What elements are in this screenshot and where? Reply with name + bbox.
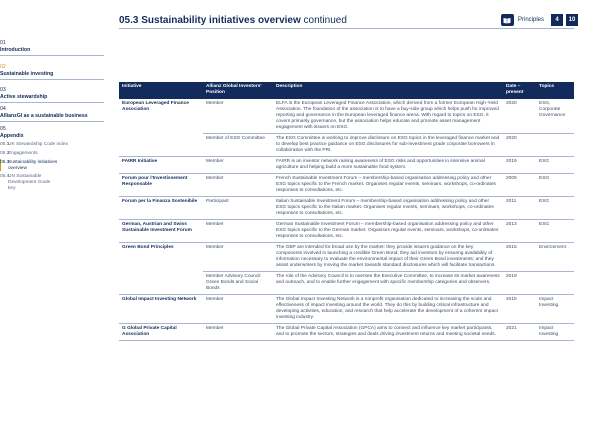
date-cell: 2019 (503, 157, 536, 174)
section-number: 01 (0, 40, 6, 46)
description-cell: The GBP are intended for broad use by the market: they provide issuers guidance on the key components involved in launching a credible Green Bond; they aid investors by ensuring availability of information necessary to evaluate the environmental impact of their Green Bond investments; and they assist underwriters by moving the market towards standard disclosures which will facilitate transactions. (273, 243, 503, 272)
subitem-label: Sustainability initiatives overview (8, 160, 58, 171)
date-cell: 2021 (503, 324, 536, 341)
date-cell: 2018 (503, 295, 536, 324)
sidebar-section-introduction[interactable] (0, 40, 104, 56)
table-row (119, 99, 574, 134)
position-cell: Member (203, 99, 273, 134)
table-row (119, 134, 574, 157)
initiative-cell: Forum pour l'Investissement Responsable (119, 174, 203, 197)
section-label: Sustainable investing (0, 70, 54, 77)
position-cell: Member (203, 157, 273, 174)
date-cell: 2020 (503, 99, 536, 134)
sidebar-navigation (0, 0, 118, 424)
subitem-label: UN Sustainable Development Goals key (8, 174, 51, 191)
column-header-description: Description (273, 82, 503, 99)
sidebar-subitem-initiatives-overview[interactable] (0, 160, 60, 172)
principles-nav (501, 14, 578, 26)
initiative-cell (119, 272, 203, 295)
divider (0, 79, 104, 80)
principles-label: Principles (517, 17, 544, 23)
sidebar-section-sustainable-business[interactable] (0, 106, 104, 122)
initiatives-table (119, 82, 574, 341)
initiative-cell: FAIRR Initiative (119, 157, 203, 174)
topics-cell: Impact Investing (536, 295, 574, 324)
description-cell: ELFA is the European Leveraged Finance Association, which derived from a former European High-Yield Association. The foundation of the association is to have a buy-side group which helps push for improved reporting and governance in the European leveraged finance arena. With regard to topics on ESG, it covers primarily governance, but the association helps educate and promote asset management engagement with issuers on ESG. (273, 99, 503, 134)
section-label: Introduction (0, 46, 31, 53)
table-header-row (119, 82, 574, 99)
divider (0, 121, 104, 122)
date-cell: 2009 (503, 174, 536, 197)
topics-cell: ESG (536, 220, 574, 243)
column-header-topics: Topics (536, 82, 574, 99)
subitem-number: 05.1 (0, 142, 10, 147)
section-number: 04 (0, 106, 6, 112)
subitem-number: 05.3 (0, 160, 10, 165)
table-row (119, 243, 574, 272)
table-row (119, 220, 574, 243)
initiative-cell: Forum per la Finanza Sostenibile (119, 197, 203, 220)
section-label: Active stewardship (0, 93, 48, 100)
date-cell: 2015 (503, 243, 536, 272)
table-row (119, 272, 574, 295)
initiative-cell (119, 134, 203, 157)
sidebar-subitem-un-sdg-key[interactable] (0, 174, 52, 192)
subitem-label: UK Stewardship Code index (8, 142, 68, 147)
section-number: 02 (0, 64, 6, 70)
description-cell: The role of the Advisory Council is to oversee the Executive Committee, to increase its market awareness and outreach, and to enable further engagement with specific membership categories and observers. (273, 272, 503, 295)
page-title-text: 05.3 Sustainability initiatives overview (119, 15, 301, 26)
topics-cell: ESG, Corporate Governance (536, 99, 574, 134)
sidebar-section-sustainable-investing[interactable] (0, 64, 104, 80)
initiative-cell: G Global Private Capital Association (119, 324, 203, 341)
topics-cell: ESG (536, 197, 574, 220)
section-number: 05 (0, 126, 6, 132)
topics-cell (536, 272, 574, 295)
description-cell: The Global Private Capital Association (GPCA) aims to connect and influence key market participants, and to promote the sectors, strategies and deals driving investment returns and meeting societal needs. (273, 324, 503, 341)
initiative-cell: European Leveraged Finance Association (122, 101, 189, 112)
sidebar-section-appendix[interactable] (0, 126, 104, 139)
date-cell: 2011 (503, 197, 536, 220)
principle-page-link[interactable]: 10 (566, 14, 578, 26)
table-row (119, 324, 574, 341)
initiative-cell: German, Austrian and Swiss Sustainable Investment Forum (119, 220, 203, 243)
page-title (119, 15, 347, 26)
initiative-cell: Green Bond Principles (122, 245, 174, 250)
table-row (119, 157, 574, 174)
description-cell: Italian Sustainable Investment Forum – membership-based organisation addressing policy and other ESG topics specific to the Italian market. Organises regular events, seminars, workshops, co-ordinates responses to consultations, etc. (273, 197, 503, 220)
table-row (119, 174, 574, 197)
position-cell: Member (203, 174, 273, 197)
position-cell: Member (203, 324, 273, 341)
sidebar-subitem-engagements[interactable] (0, 151, 110, 157)
divider (0, 55, 104, 56)
section-label: AllianzGI as a sustainable business (0, 112, 88, 119)
description-cell: French Sustainable Investment Forum – membership-based organisation addressing policy and other ESG topics specific to the French market. Organises regular events, seminars, workshops, co-ordinates responses to consultations, etc. (273, 174, 503, 197)
description-cell: German Sustainable Investment Forum – membership-based organisation addressing policy and other ESG topics specific to the German market. Organises regular events, seminars, workshops, co-ordinates responses to consultations, etc. (273, 220, 503, 243)
divider (0, 102, 104, 103)
topics-cell: Impact Investing (536, 324, 574, 341)
sidebar-subitem-uk-stewardship[interactable] (0, 142, 110, 148)
date-cell: 2019 (503, 272, 536, 295)
position-cell: Participant (203, 197, 273, 220)
topics-cell: Environment (536, 243, 574, 272)
column-header-date: Date – present (503, 82, 536, 99)
column-header-initiative: Initiative (119, 82, 203, 99)
section-label: Appendix (0, 132, 24, 139)
page-title-continued: continued (303, 15, 347, 26)
column-header-position: Allianz Global Investors' Position (203, 82, 273, 99)
table-row (119, 295, 574, 324)
description-cell: FAIRR is an investor network raising awareness of ESG risks and opportunities in intensive animal agriculture and helping build a more sustainable food system. (273, 157, 503, 174)
subitem-label: Engagements (8, 151, 38, 156)
topics-cell (536, 134, 574, 157)
section-number: 03 (0, 87, 6, 93)
subitem-number: 05.2 (0, 151, 10, 156)
date-cell: 2013 (503, 220, 536, 243)
position-cell: Member (203, 295, 273, 324)
date-cell: 2020 (503, 134, 536, 157)
subitem-number: 05.4 (0, 174, 10, 179)
principles-book-icon[interactable] (501, 14, 514, 26)
header-divider (119, 28, 574, 29)
sidebar-section-active-stewardship[interactable] (0, 87, 104, 103)
position-cell: Member (203, 243, 273, 272)
position-cell: Member Advisory Council Green Bonds and Social Bonds (203, 272, 273, 295)
topics-cell: ESG (536, 174, 574, 197)
position-cell: Member of ESG Committee (203, 134, 273, 157)
position-cell: Member (203, 220, 273, 243)
description-cell: The ESG Committee is working to improve disclosure on ESG topics in the leveraged finance market and to develop best practice guidance on ESG disclosures for sub-investment grade corporate borrowers in collaboration with the PRI. (273, 134, 503, 157)
initiative-cell: Global Impact Investing Network (119, 295, 203, 324)
description-cell: The Global Impact Investing Network is a nonprofit organisation dedicated to increasing the scale and effectiveness of impact investing around the world. They do this by building critical infrastructure and developing activities, education, and research that help accelerate the development of a coherent impact investing industry. (273, 295, 503, 324)
table-row (119, 197, 574, 220)
principle-page-link[interactable]: 4 (551, 14, 563, 26)
topics-cell: ESG (536, 157, 574, 174)
